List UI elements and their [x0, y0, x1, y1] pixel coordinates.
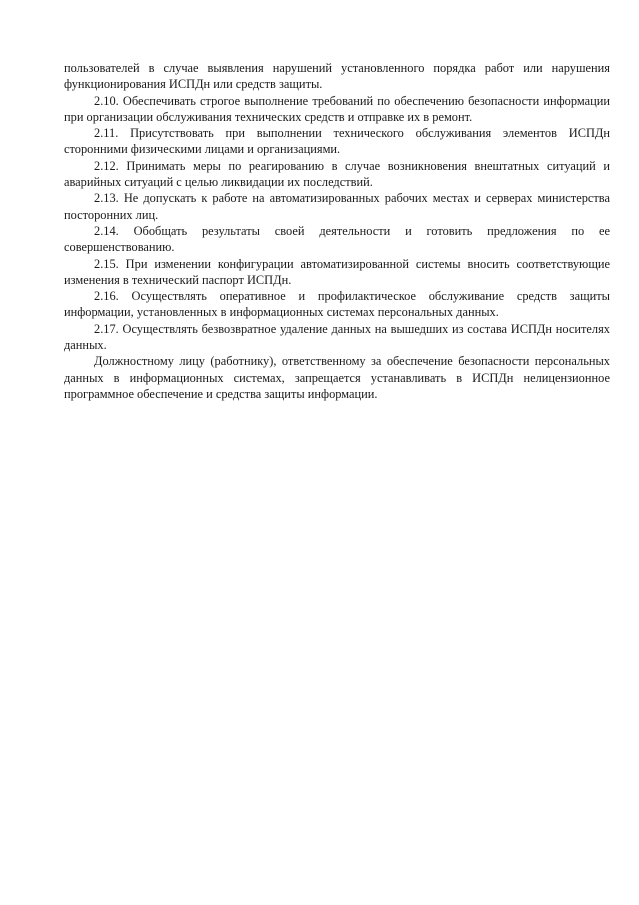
paragraph-prohibition: Должностному лицу (работнику), ответственному за обеспечение безопасности персональных данных в информационных системах, запрещается устанавливать в ИСПДн нелицензионное программное обеспечение и средства защиты информации. [64, 354, 610, 401]
paragraph-2-11: 2.11. Присутствовать при выполнении технического обслуживания элементов ИСПДн сторонними физическими лицами и организациями. [64, 126, 610, 157]
document-page [64, 60, 610, 402]
paragraph-2-12: 2.12. Принимать меры по реагированию в случае возникновения внештатных ситуаций и аварийных ситуаций с целью ликвидации их последствий. [64, 158, 610, 190]
paragraph-2-17: 2.17. Осуществлять безвозвратное удаление данных на вышедших из состава ИСПДн носителях данных. [64, 321, 610, 353]
paragraph-continuation: пользователей в случае выявления нарушений установленного порядка работ или нарушения функционирования ИСПДн или средств защиты. [64, 61, 610, 92]
paragraph-2-10: 2.10. Обеспечивать строгое выполнение требований по обеспечению безопасности информации при организации обслуживания технических средств и отправке их в ремонт. [64, 93, 610, 124]
paragraph-2-14: 2.14. Обобщать результаты своей деятельности и готовить предложения по ее совершенствованию. [64, 223, 610, 255]
paragraph-2-13: 2.13. Не допускать к работе на автоматизированных рабочих местах и серверах министерства посторонних лиц. [64, 191, 610, 222]
paragraph-2-16: 2.16. Осуществлять оперативное и профилактическое обслуживание средств защиты информации, установленных в информационных системах персональных данных. [64, 289, 610, 320]
paragraph-2-15: 2.15. При изменении конфигурации автоматизированной системы вносить соответствующие изменения в технический паспорт ИСПДн. [64, 256, 610, 287]
